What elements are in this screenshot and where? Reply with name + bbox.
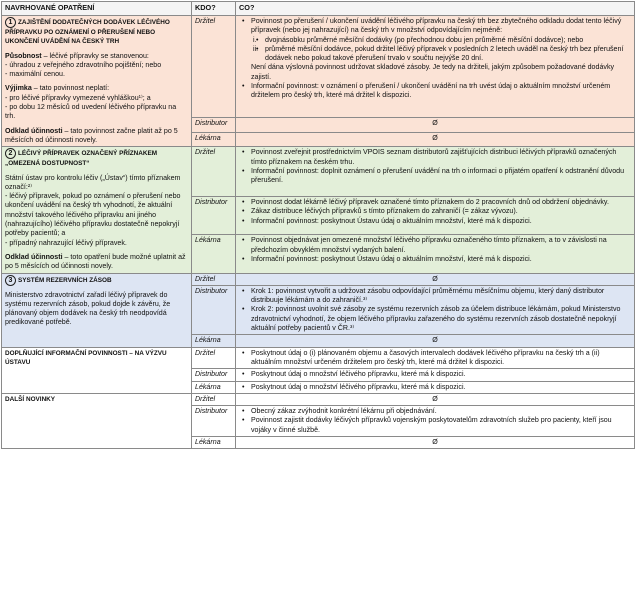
header-measure: NAVRHOVANÉ OPATŘENÍ (2, 2, 192, 16)
list-item: • Obecný zákaz zvýhodnit konkrétní lékárnu při objednávání. (251, 407, 631, 416)
list-item: • Zákaz distribuce léčivých přípravků s tímto příznakem do zahraničí (= zákaz vývozu). (251, 207, 631, 216)
section-2-title: LÉČIVÝ PŘÍPRAVEK OZNAČENÝ PŘÍZNAKEM „OMEZENÁ DOSTUPNOST“ (5, 150, 158, 168)
section-1-title: ZAJIŠTĚNÍ DODATEČNÝCH DODÁVEK LÉČIVÉHO PŘÍPRAVKU PO OZNÁMENÍ O PŘERUŠENÍ NEBO UKONČENÍ UVÁDĚNÍ NA ČESKÝ TRH (5, 19, 170, 46)
section-3-holder-row (2, 273, 635, 285)
section-5-title: DALŠÍ NOVINKY (5, 395, 56, 403)
section-4-pharmacy-duties (236, 381, 635, 393)
role-pharmacy: Lékárna (192, 235, 236, 273)
header-who: KDO? (192, 2, 236, 16)
role-distributor: Distributor (192, 197, 236, 235)
section-2-description: 2 LÉČIVÝ PŘÍPRAVEK OZNAČENÝ PŘÍZNAKEM „OMEZENÁ DOSTUPNOST“ Státní ústav pro kontrolu léčiv („Ústav“) tímto příznakem označí:²⁾ - léčivý přípravek, pokud po oznámení o přerušení nebo ukončení uvádění na český trh vyhodnotí, že aktuální množství takového léčivého přípravku ani jiného (nahrazujícího) léčivého přípravku dostatečně nepokryjí potřeby pacientů; a - případný nahrazující léčivý přípravek. Odklad účinnosti – toto opatření bude možné uplatnit až po 5 měsících od účinnosti novely. (2, 147, 192, 273)
measures-table (1, 1, 635, 449)
section-1-description: 1 ZAJIŠTĚNÍ DODATEČNÝCH DODÁVEK LÉČIVÉHO PŘÍPRAVKU PO OZNÁMENÍ O PŘERUŠENÍ NEBO UKONČENÍ UVÁDĚNÍ NA ČESKÝ TRH Působnost – léčivé přípravky se stanovenou: - úhradou z veřejného zdravotního pojištění; nebo - maximální cenou. Výjimka – tato povinnost neplatí: - pro léčivé přípravky vymezené vyhláškou¹⁾; a - po dobu 12 měsíců od uvedení léčivého přípravku na trh. Odklad účinnosti – tato povinnost začne platit až po 5 měsících od účinnosti novely. (2, 16, 192, 147)
list-item: • Krok 1: povinnost vytvořit a udržovat zásobu odpovídající průměrnému měsíčnímu objemu, který daný distributor distribuuje lékárnám a do zahraničí.³⁾ (251, 287, 631, 306)
section-1-holder-row (2, 16, 635, 118)
header-row (2, 2, 635, 16)
header-what: CO? (236, 2, 635, 16)
role-distributor: Distributor (192, 285, 236, 334)
section-5-description (2, 393, 192, 448)
list-item: • Povinnost zajistit dodávky léčivých přípravků vojenským poskytovatelům zdravotních služeb pro pacienty, kteří jsou vojáky v činné službě. (251, 416, 631, 435)
list-item: • Povinnost zveřejnit prostřednictvím VPOIS seznam distributorů zajišťujících distribuci léčivých přípravků označených tímto příznakem na českém trhu. (251, 148, 631, 167)
list-item: • Poskytnout údaj o (i) plánovaném objemu a časových intervalech dodávek léčivého přípravku na český trh a (ii) aktuálním množství určeném držitelem pro český trh, které má držitel k dispozici. (251, 349, 631, 368)
role-pharmacy: Lékárna (192, 132, 236, 147)
section-1-holder-duties (236, 16, 635, 118)
list-item: • Krok 2: povinnost uvolnit své zásoby ze systému rezervních zásob za účelem distribuce lékárnám, pokud Ministerstvo zdravotnictví vyhodnotí, že objem léčivého přípravku zařazeného do systému rezervních zásob dostatečně nepokryjí aktuální potřeby pacientů v ČR.³⁾ (251, 305, 631, 333)
empty-symbol: Ø (236, 335, 635, 347)
role-holder: Držitel (192, 273, 236, 285)
list-item: • Informační povinnost: v oznámení o přerušení / ukončení uvádění na trh uvést údaj o aktuálním množství určeném držitelem pro český trh, které má držitel k dispozici. (251, 82, 631, 101)
list-item: • Informační povinnost: poskytnout Ústavu údaj o aktuálním množství, které má k dispozici. (251, 217, 631, 226)
section-3-description: 3 SYSTÉM REZERVNÍCH ZÁSOB Ministerstvo zdravotnictví zařadí léčivý přípravek do systému rezervních zásob, pokud dojde k závěru, že plánovaný objem dodávek na český trh neodpovídá predikované potřebě. (2, 273, 192, 347)
section-2-holder-duties (236, 147, 635, 197)
empty-symbol: Ø (236, 132, 635, 147)
role-holder: Držitel (192, 147, 236, 197)
section-3-distributor-duties (236, 285, 635, 334)
role-pharmacy: Lékárna (192, 436, 236, 448)
role-holder: Držitel (192, 16, 236, 118)
number-1-icon: 1 (5, 17, 16, 28)
section-4-description (2, 347, 192, 393)
section-2-pharmacy-duties (236, 235, 635, 273)
list-item: • Poskytnout údaj o množství léčivého přípravku, které má k dispozici. (251, 383, 631, 392)
section-4-distributor-duties (236, 369, 635, 381)
section-2-holder-row (2, 147, 635, 197)
empty-symbol: Ø (236, 436, 635, 448)
role-distributor: Distributor (192, 369, 236, 381)
list-item: • Povinnost po přerušení / ukončení uvádění léčivého přípravku na český trh bez zbytečného odkladu dodat tento léčivý přípravek (nebo jej nahrazující) na český trh v množství odpovídajícím nejméně: • i. dvojnásobku průměrné měsíční dodávky (po přechodnou dobu jen průměrné měsíční dodávce); nebo • ii. průměrné měsíční dodávce, pokud držitel léčivý přípravek v posledních 2 letech uváděl na český trh bez přerušení dodávek nebo pokud takové přerušení trvalo v součtu nejvýše 20 dní. Není dána výslovná povinnost udržovat skladové zásoby. Je tedy na držiteli, jakým způsobem požadované dodávky zajistí. (251, 17, 631, 82)
section-3-title: SYSTÉM REZERVNÍCH ZÁSOB (18, 276, 112, 284)
role-holder: Držitel (192, 393, 236, 405)
list-item: • Informační povinnost: doplnit oznámení o přerušení uvádění na trh o informaci o přijatém opatření k odstranění důvodu přerušení. (251, 167, 631, 186)
list-item: • i. dvojnásobku průměrné měsíční dodávky (po přechodnou dobu jen průměrné měsíční dodávce); nebo (265, 36, 631, 45)
number-3-icon: 3 (5, 275, 16, 286)
empty-symbol: Ø (236, 393, 635, 405)
list-item: • Povinnost dodat lékárně léčivý přípravek označené tímto příznakem do 2 pracovních dnů od obdržení objednávky. (251, 198, 631, 207)
section-4-holder-row (2, 347, 635, 369)
list-item: • Povinnost objednávat jen omezené množství léčivého přípravku označeného tímto příznakem, a to v závislosti na předchozím obvyklém množství vydaných balení. (251, 236, 631, 255)
empty-symbol: Ø (236, 118, 635, 133)
list-item: • Poskytnout údaj o množství léčivého přípravku, které má k dispozici. (251, 370, 631, 379)
role-distributor: Distributor (192, 406, 236, 437)
section-5-holder-row (2, 393, 635, 405)
list-item: • ii. průměrné měsíční dodávce, pokud držitel léčivý přípravek v posledních 2 letech uváděl na český trh bez přerušení dodávek nebo pokud takové přerušení trvalo v součtu nejvýše 20 dní. (265, 45, 631, 64)
number-2-icon: 2 (5, 148, 16, 159)
section-2-distributor-duties (236, 197, 635, 235)
role-holder: Držitel (192, 347, 236, 369)
section-5-distributor-duties (236, 406, 635, 437)
section-4-holder-duties (236, 347, 635, 369)
role-pharmacy: Lékárna (192, 335, 236, 347)
empty-symbol: Ø (236, 273, 635, 285)
section-4-title: DOPLŇUJÍCÍ INFORMAČNÍ POVINNOSTI – NA VÝZVU ÚSTAVU (5, 349, 167, 366)
role-pharmacy: Lékárna (192, 381, 236, 393)
list-item: • Informační povinnost: poskytnout Ústavu údaj o aktuálním množství, které má k dispozici. (251, 255, 631, 264)
role-distributor: Distributor (192, 118, 236, 133)
